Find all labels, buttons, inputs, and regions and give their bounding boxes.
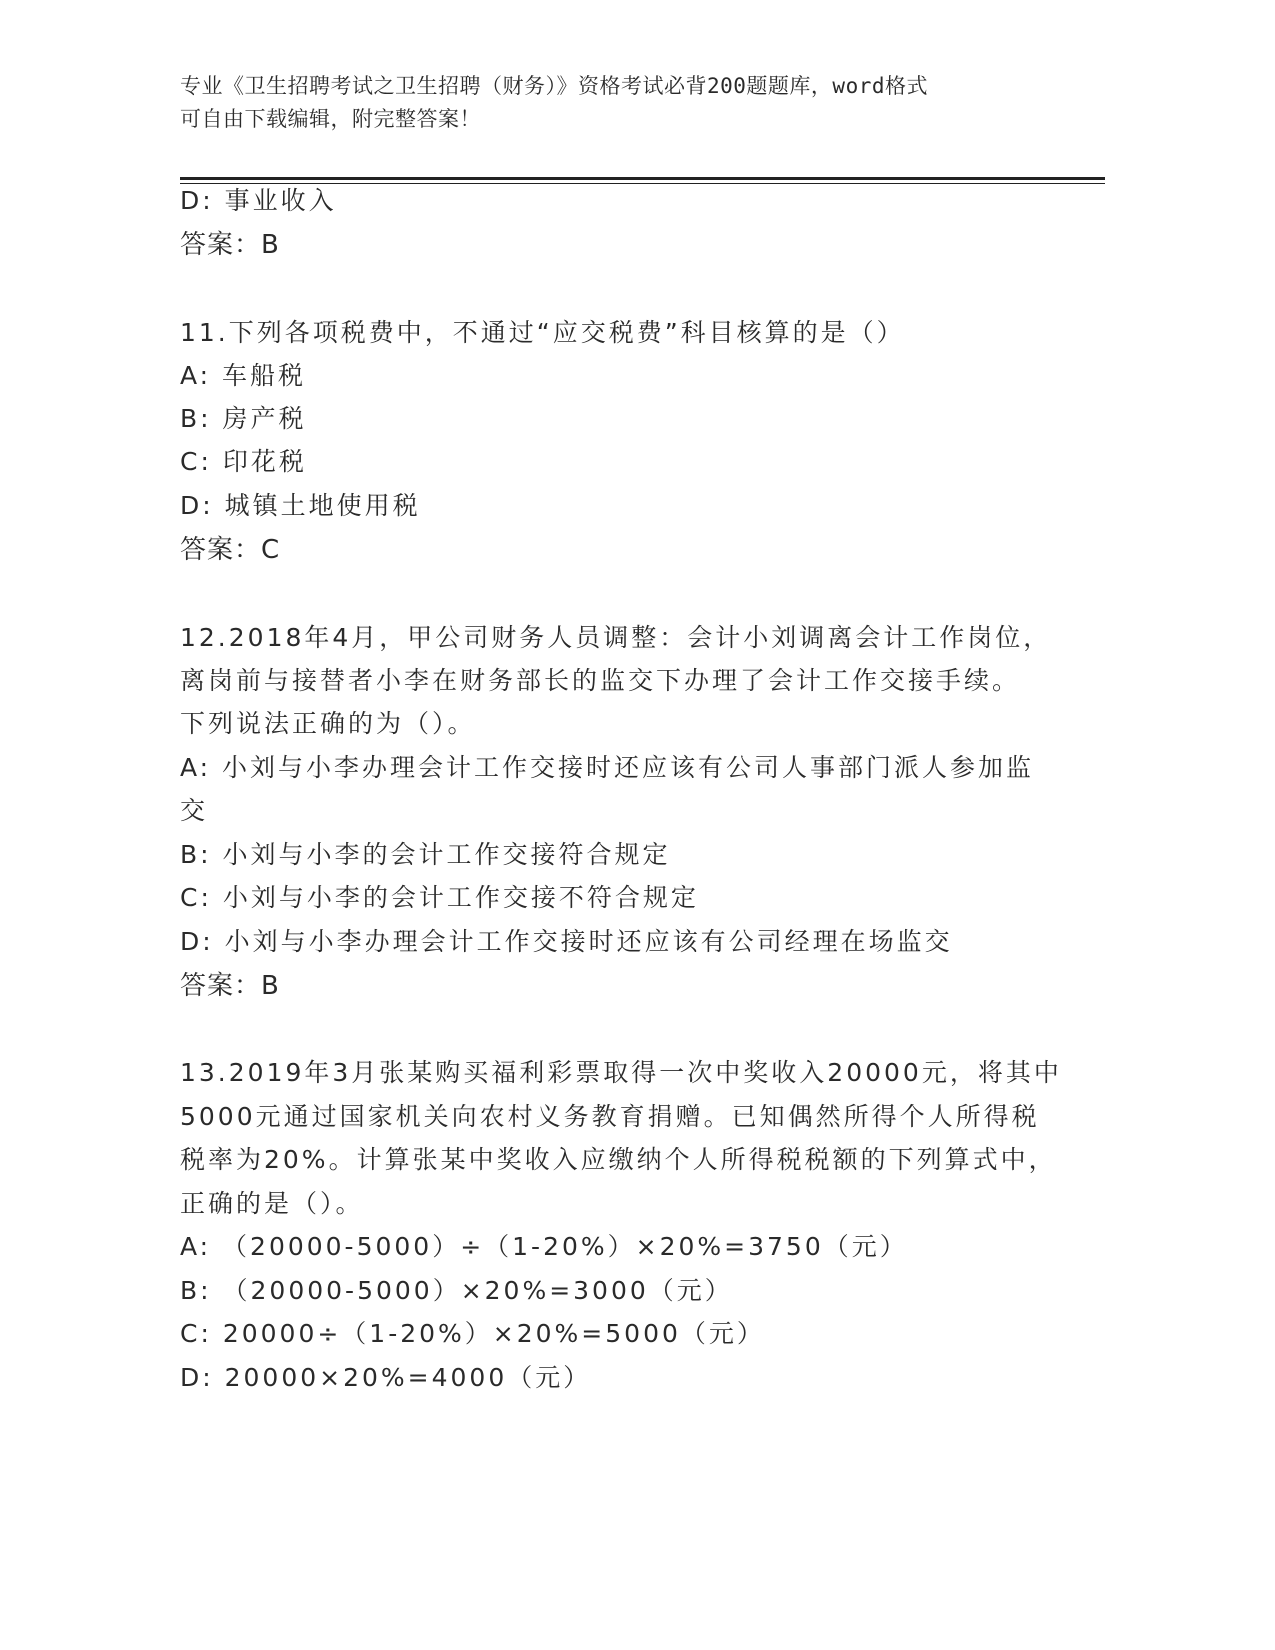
q12-option-a-line1: A: 小刘与小李办理会计工作交接时还应该有公司人事部门派人参加监 xyxy=(180,753,1035,782)
q11-option-d: D: 城镇土地使用税 xyxy=(180,491,421,520)
q11-stem: 11.下列各项税费中，不通过“应交税费”科目核算的是（） xyxy=(180,318,905,347)
q13-option-d: D: 20000×20%=4000（元） xyxy=(180,1363,592,1392)
q11-option-c: C: 印花税 xyxy=(180,447,307,476)
q10-answer: 答案：B xyxy=(180,230,280,260)
q10-option-d: D: 事业收入 xyxy=(180,186,337,215)
q12-stem-line2: 离岗前与接替者小李在财务部长的监交下办理了会计工作交接手续。 xyxy=(180,666,1021,695)
q13-option-c: C: 20000÷（1-20%）×20%=5000（元） xyxy=(180,1319,765,1348)
header-divider-thick xyxy=(180,177,1105,180)
header-title-line1: 专业《卫生招聘考试之卫生招聘（财务）》资格考试必背200题题库，word格式 xyxy=(180,74,928,98)
document-header xyxy=(180,70,1080,136)
q13-stem-line2: 5000元通过国家机关向农村义务教育捐赠。已知偶然所得个人所得税 xyxy=(180,1102,1040,1131)
q12-answer: 答案：B xyxy=(180,971,280,1001)
q12-option-b: B: 小刘与小李的会计工作交接符合规定 xyxy=(180,840,671,869)
q12-stem-line1: 12.2018年4月，甲公司财务人员调整：会计小刘调离会计工作岗位， xyxy=(180,623,1052,652)
q11-answer: 答案：C xyxy=(180,535,281,565)
q13-option-b: B: （20000-5000）×20%=3000（元） xyxy=(180,1276,733,1305)
q12-option-a-line2: 交 xyxy=(180,796,209,825)
q12-option-d: D: 小刘与小李办理会计工作交接时还应该有公司经理在场监交 xyxy=(180,927,953,956)
q13-option-a: A: （20000-5000）÷（1-20%）×20%=3750（元） xyxy=(180,1232,908,1261)
header-divider-thin xyxy=(180,183,1105,184)
q11-option-b: B: 房产税 xyxy=(180,404,307,433)
q12-option-c: C: 小刘与小李的会计工作交接不符合规定 xyxy=(180,883,699,912)
q13-stem-line1: 13.2019年3月张某购买福利彩票取得一次中奖收入20000元，将其中 xyxy=(180,1058,1062,1087)
q13-stem-line4: 正确的是（）。 xyxy=(180,1189,364,1218)
q12-stem-line3: 下列说法正确的为（）。 xyxy=(180,709,476,738)
header-title-line2: 可自由下载编辑，附完整答案！ xyxy=(180,107,481,131)
q13-stem-line3: 税率为20%。计算张某中奖收入应缴纳个人所得税税额的下列算式中， xyxy=(180,1145,1057,1174)
q11-option-a: A: 车船税 xyxy=(180,361,307,390)
